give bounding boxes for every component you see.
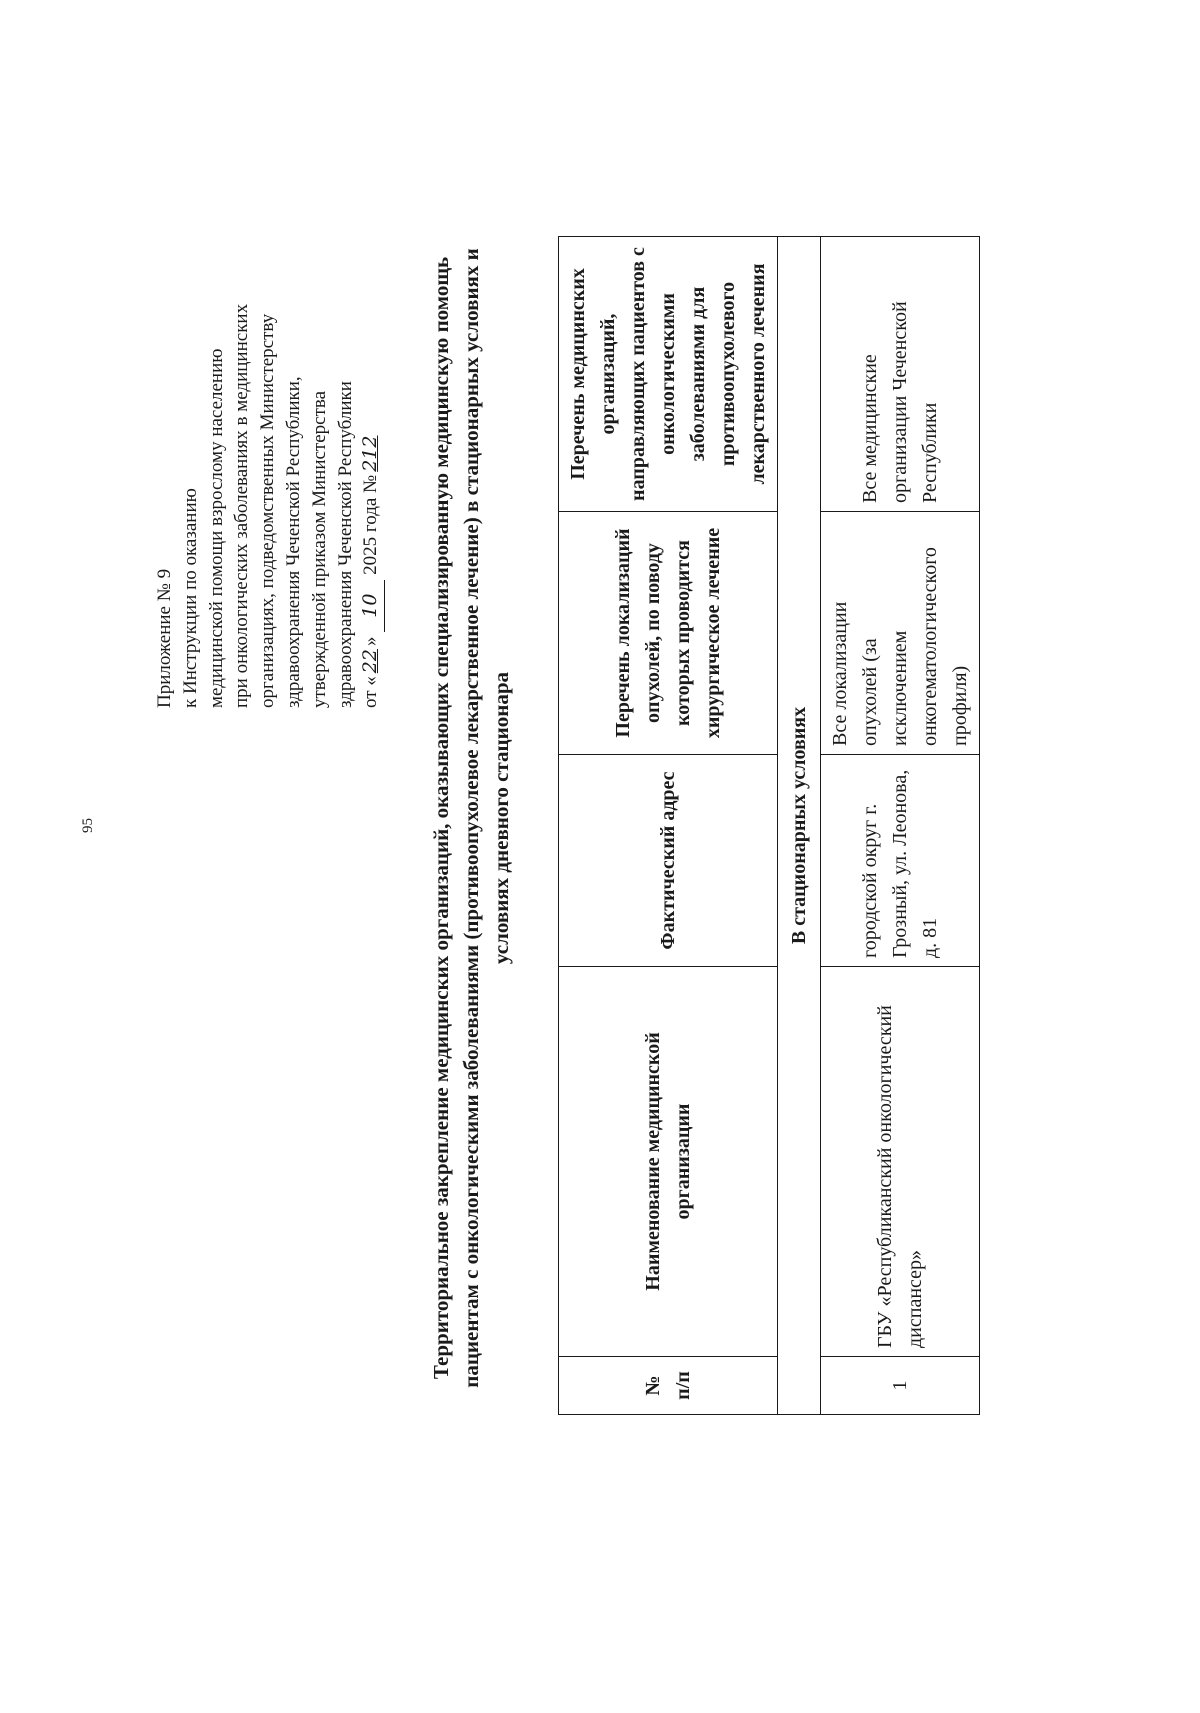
appendix-block [152,68,385,708]
appendix-line: организациях, подведомственных Министерству [257,313,279,708]
header-localizations: Перечень локализаций опухолей, по поводу которых проводится хирургическое лечение [559,512,778,755]
appendix-line: утвержденной приказом Министерства [308,390,330,708]
date-month: 10 [359,593,382,618]
table-header-row [559,237,778,1415]
document-title: Территориальное закрепление медицинских организаций, оказывающих специализированную медицинскую помощь пациентам с онкологическими заболеваниями (противоопухолевое лекарственное лечение) в стационарных условиях и условиях дневного стационара [429,248,513,1388]
cell-address: городской округ г. Грозный, ул. Леонова, д. 81 [821,755,980,967]
header-number: № п/п [559,1357,778,1415]
date-day: 22 [359,649,382,674]
order-number: 212 [359,435,382,472]
appendix-line: Приложение № 9 [154,568,175,708]
header-address: Фактический адрес [559,755,778,967]
appendix-date-line [358,68,385,708]
header-organization: Наименование медицинской организации [559,967,778,1357]
appendix-line: здравоохранения Чеченской Республики, [282,376,304,708]
organizations-table [558,236,980,1415]
appendix-line: медицинской помощи взрослому населению [205,348,227,708]
cell-organization: ГБУ «Республиканский онкологический диспансер» [821,967,980,1357]
date-month-field [358,580,385,632]
table-section-row [778,237,821,1415]
appendix-line: к Инструкции по оказанию [179,488,201,708]
table-row [821,237,980,1415]
page-number: 95 [80,818,96,833]
header-referring-organizations: Перечень медицинских организаций, направляющих пациентов с онкологическими заболеваниями для противоопухолевого лекарственного лечения [559,237,778,512]
cell-localizations: Все локализации опухолей (за исключением онкогематологического профиля) [821,512,980,755]
cell-referring-organizations: Все медицинские организации Чеченской Республики [821,237,980,512]
appendix-line: здравоохранения Чеченской Республики [334,381,356,708]
section-title: В стационарных условиях [778,237,821,1415]
appendix-line: при онкологических заболеваниях в медицинских [231,303,253,708]
date-prefix: от « [360,676,382,708]
date-separator: » [360,636,382,646]
date-year: 2025 года № [360,474,382,575]
cell-number: 1 [821,1357,980,1415]
